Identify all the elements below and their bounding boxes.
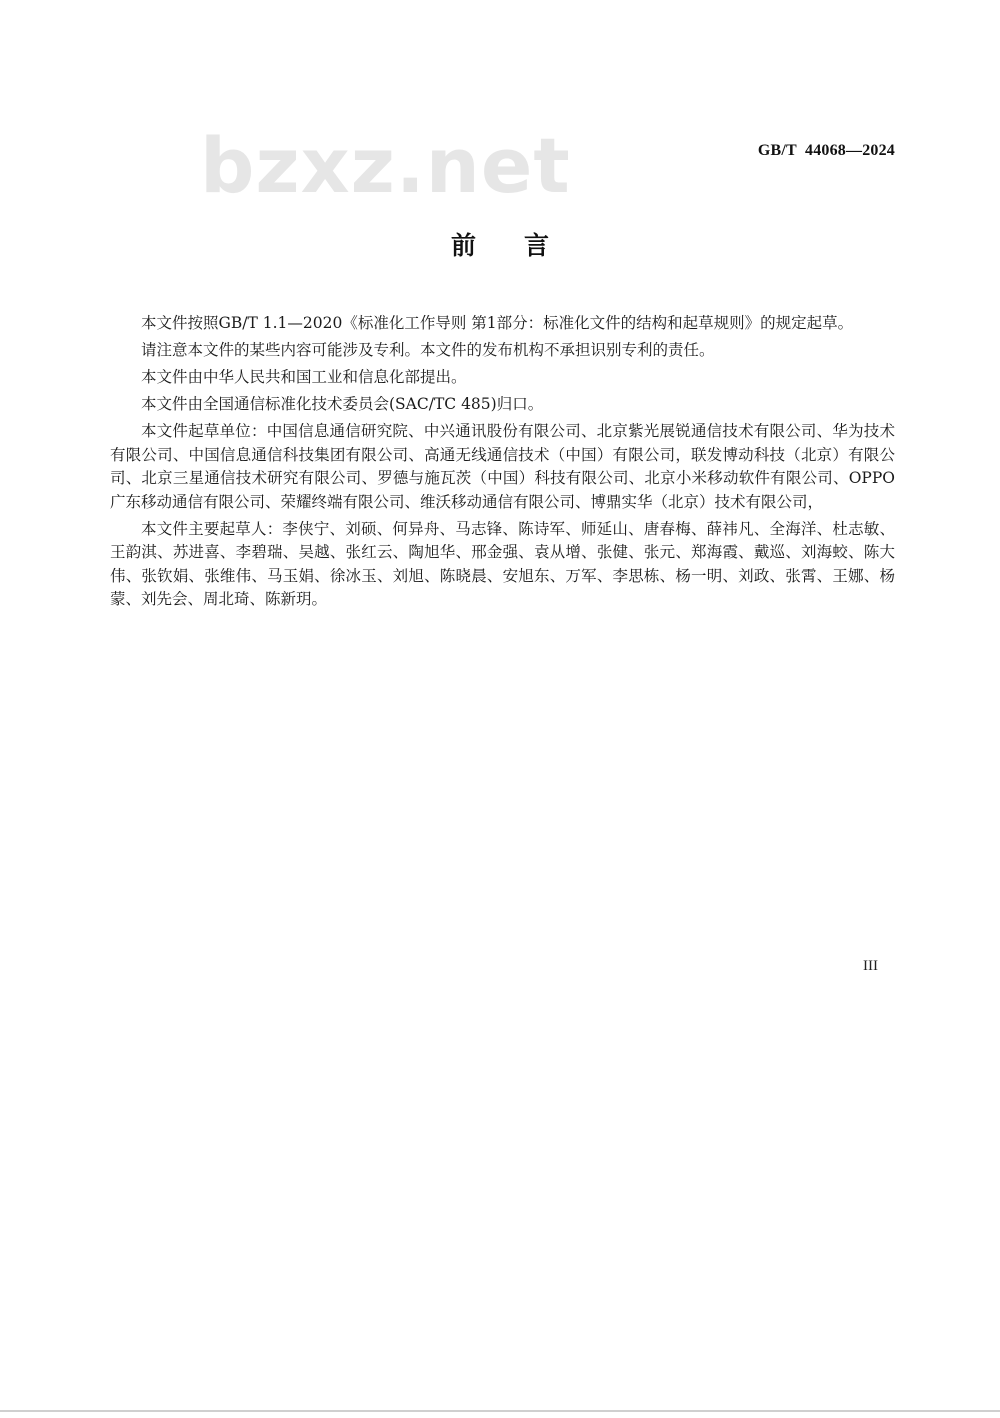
paragraph-drafters: 本文件主要起草人：李侠宁、刘硕、何异舟、马志锋、陈诗军、师延山、唐春梅、薛祎凡、全海洋、杜志敏、王韵淇、苏进喜、李碧瑞、吴越、张红云、陶旭华、邢金强、袁从增、张健、张元、郑海霞、戴巡、刘海蛟、陈大伟、张钦娟、张维伟、马玉娟、徐冰玉、刘旭、陈晓晨、安旭东、万军、李思栋、杨一明、刘政、张霄、王娜、杨蒙、刘先会、周北琦、陈新玥。: [110, 519, 895, 608]
standard-number: GB/T 44068—2024: [757, 142, 895, 159]
paragraph-drafting-rules: 本文件按照GB/T 1.1—2020《标准化工作导则 第1部分：标准化文件的结构和起草规则》的规定起草。: [141, 314, 854, 332]
title-char-2: 言: [524, 231, 550, 260]
page-bottom-divider: [0, 1410, 1000, 1412]
paragraph-proposer: 本文件由中华人民共和国工业和信息化部提出。: [141, 368, 467, 386]
foreword-body: [110, 312, 895, 615]
paragraph-patent-notice: 请注意本文件的某些内容可能涉及专利。本文件的发布机构不承担识别专利的责任。: [141, 341, 715, 359]
paragraph-technical-committee: 本文件由全国通信标准化技术委员会(SAC/TC 485)归口。: [141, 395, 544, 413]
page-title: [0, 226, 1000, 262]
watermark: bzxz.net: [200, 121, 571, 210]
page-number: III: [863, 958, 878, 974]
paragraph-drafting-organizations: 本文件起草单位：中国信息通信研究院、中兴通讯股份有限公司、北京紫光展锐通信技术有限公司、华为技术有限公司、中国信息通信科技集团有限公司、高通无线通信技术（中国）有限公司，联发博动科技（北京）有限公司、北京三星通信技术研究有限公司、罗德与施瓦茨（中国）科技有限公司、北京小米移动软件有限公司、OPPO 广东移动通信有限公司、荣耀终端有限公司、维沃移动通信有限公司、博鼎实华（北京）技术有限公司，: [110, 422, 895, 511]
title-char-1: 前: [450, 231, 476, 260]
